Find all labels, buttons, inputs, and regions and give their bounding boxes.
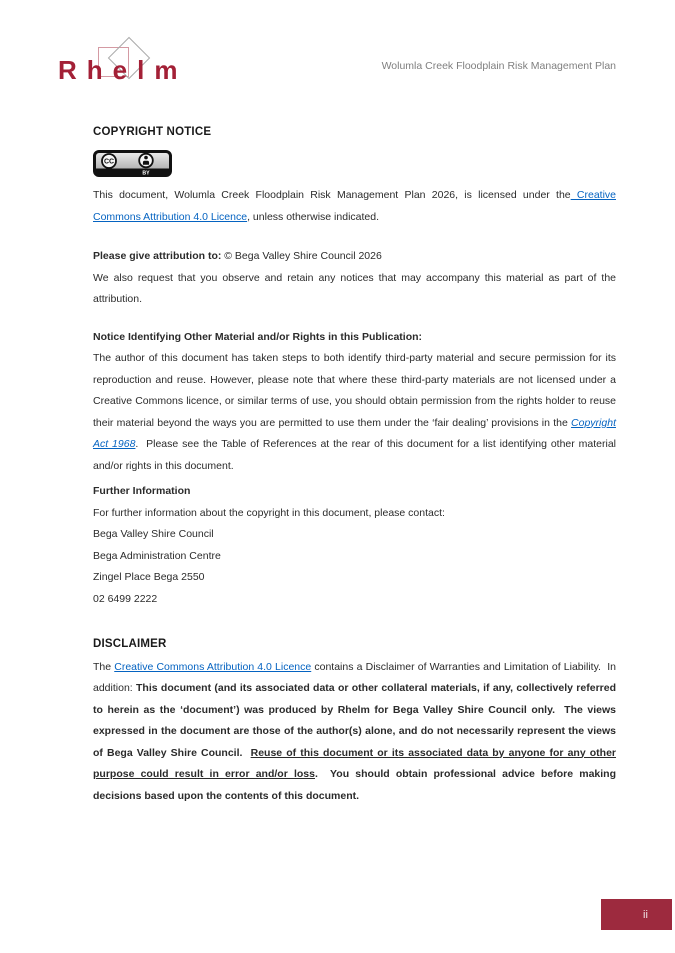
cc-by-license-badge [93,150,172,177]
attribution-value: © Bega Valley Shire Council 2026 [221,250,382,262]
cc-licence-link-disclaimer[interactable]: Creative Commons Attribution 4.0 Licence [114,660,312,673]
logo-wordmark: Rhelm [58,55,188,85]
disclaimer-heading: DISCLAIMER [93,638,167,650]
disclaimer-paragraph: The Creative Commons Attribution 4.0 Licence contains a Disclaimer of Warranties and Limitation of Liability. In addition: This document (and its associated data or other collateral materials, if any, collectively referred to herein as the ‘document’) was produced by Rhelm for Bega Valley Shire Council only. The views expressed in the document are those of the author(s) alone, and do not necessarily represent the views of Bega Valley Shire Council. Reuse of this document or its associated data by anyone for any other purpose could result in error and/or loss. You should obtain professional advice before making decisions based upon the contents of this document. [93,660,617,802]
reuse-warning-text: Reuse of this document or its associated data by anyone for any other purpose could result in error and/or loss [93,746,617,780]
further-information-intro: For further information about the copyright in this document, please contact: [93,506,445,519]
further-information-heading: Further Information [93,485,191,497]
rhelm-logo [58,30,188,86]
contact-line-centre: Bega Administration Centre [93,549,221,562]
license-intro-paragraph: This document, Wolumla Creek Floodplain Risk Management Plan 2026, is licensed under the Creative Commons Attribution 4.0 Licence, unless otherwise indicated. [93,189,616,223]
cc-licence-link[interactable]: Creative Commons Attribution 4.0 Licence [93,189,616,223]
attribution-label: Please give attribution to: [93,250,222,262]
cc-circle-label: CC [103,158,115,166]
notice-other-material-paragraph: The author of this document has taken steps to both identify third-party material and secure permission for its reproduction and reuse. However, please note that where these third-party materials are not licensed under a Creative Commons licence, or similar terms of use, you should obtain permission from the rights holder to reuse their material beyond the ways you are permitted to use them under the ‘fair dealing’ provisions in the Copyright Act 1968. Please see the Table of References at the rear of this document for a list identifying other material and/or rights in this document. [93,352,616,472]
badge-bottom-strip [96,169,169,175]
contact-line-phone: 02 6499 2222 [93,592,158,605]
copyright-act-link[interactable]: Copyright Act 1968 [93,416,616,450]
notice-other-material-heading: Notice Identifying Other Material and/or Rights in this Publication: [93,330,423,343]
page-number: ii [643,908,648,921]
attribution-paragraph [93,246,616,268]
copyright-notice-heading: COPYRIGHT NOTICE [93,126,212,138]
by-label: BY [142,170,150,177]
header-document-title: Wolumla Creek Floodplain Risk Management Plan [381,60,616,72]
attribution-person-icon [139,154,153,168]
page-number-box [601,899,672,930]
page-content [93,125,616,807]
contact-line-council: Bega Valley Shire Council [93,528,214,540]
contact-line-address: Zingel Place Bega 2550 [93,571,205,583]
retain-notices-paragraph: We also request that you observe and retain any notices that may accompany this material as part of the attribution. [93,271,616,305]
